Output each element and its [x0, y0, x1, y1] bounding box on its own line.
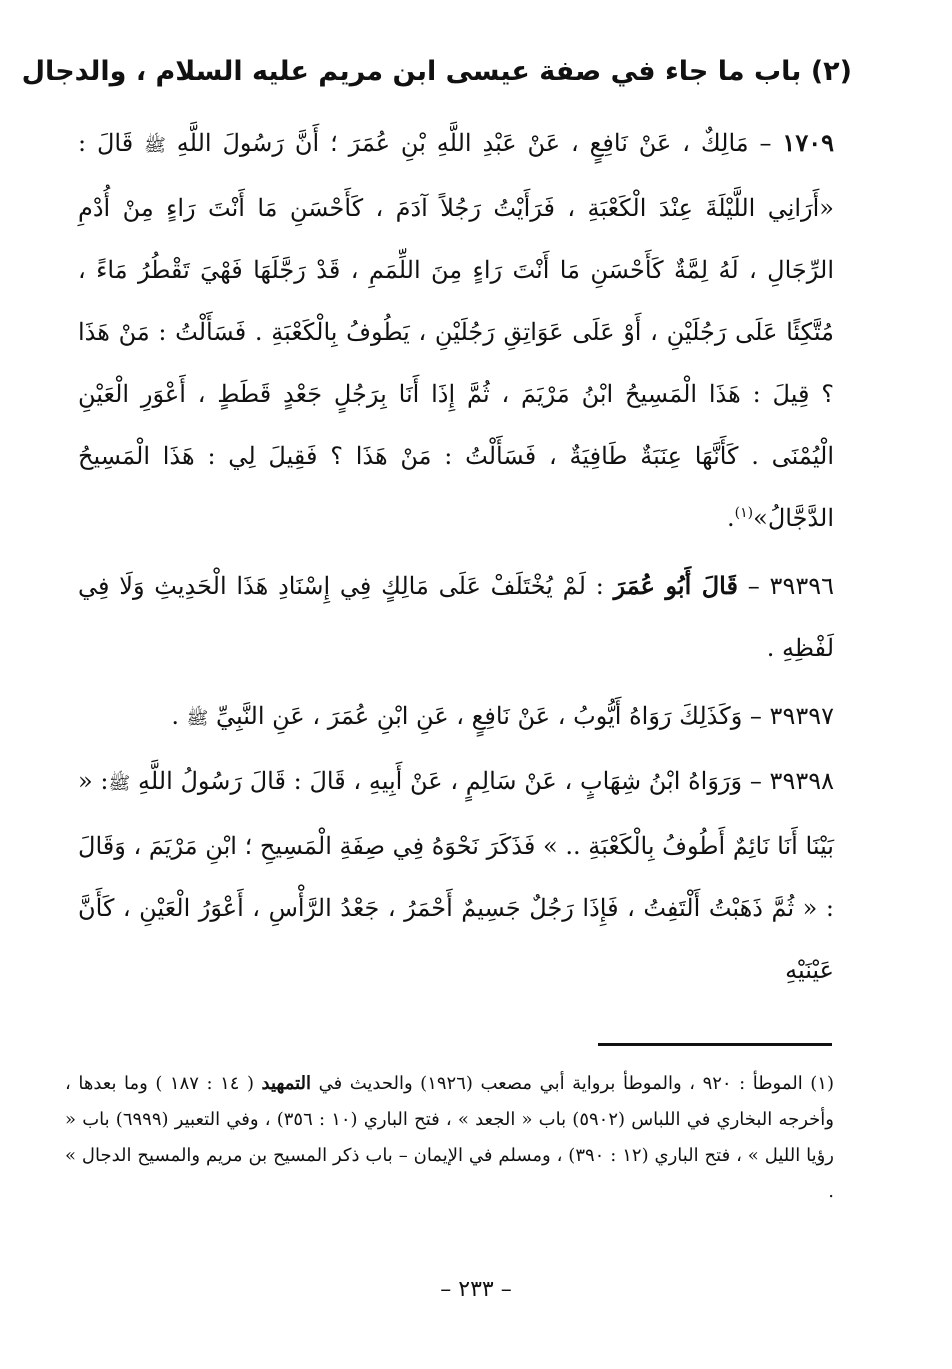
chapter-title: (٢) باب ما جاء في صفة عيسى ابن مريم عليه السلام ، والدجال [21, 56, 852, 87]
footnote-text-continued: ( ١٤ : ١٨٧ ) وما بعدها ، وأخرجه البخاري في اللباس (٥٩٠٢) باب « الجعد » ، فتح الباري (١٠ : ٣٥٦) ، وفي التعبير (٦٩٩٩) باب « رؤيا الليل » ، فتح الباري (١٢ : ٣٩٠) ، ومسلم في الإيمان – باب ذكر المسيح بن مريم والمسيح الدجال » . [65, 1073, 834, 1202]
hadith-text: – مَالِكٌ ، عَنْ نَافِعٍ ، عَنْ عَبْدِ اللَّهِ بْنِ عُمَرَ ؛ أَنَّ رَسُولَ اللَّهِ [165, 129, 783, 157]
salutation-glyph: ﷺ [108, 773, 131, 794]
main-text [78, 112, 834, 1001]
paragraph-end: . [171, 702, 187, 730]
hadith-end: . [727, 504, 735, 532]
paragraph-39396: ٣٩٣٩٦ – قَالَ أَبُو عُمَرَ : لَمْ يُخْتَلَفْ عَلَى مَالِكٍ فِي إِسْنَادِ هَذَا الْحَدِيثِ وَلَا فِي لَفْظِهِ . [78, 571, 834, 662]
paragraph-39397 [78, 685, 834, 750]
hadith-1709 [78, 112, 834, 549]
hadith-number: ١٧٠٩ [782, 128, 834, 157]
footnote-divider [598, 1043, 832, 1046]
salutation-glyph: ﷺ [186, 708, 209, 729]
footnote-bold-title: التمهيد [261, 1073, 312, 1094]
footnote [65, 1066, 834, 1210]
hadith-text-continued: قَالَ : «أَرَانِي اللَّيْلَةَ عِنْدَ الْكَعْبَةِ ، فَرَأَيْتُ رَجُلاً آدَمَ ، كَأَحْسَنِ مَا أَنْتَ رَاءٍ مِنْ أُدْمِ الرِّجَالِ ، لَهُ لِمَّةٌ كَأَحْسَنِ مَا أَنْتَ رَاءٍ مِنَ اللِّمَمِ ، قَدْ رَجَّلَهَا فَهْيَ تَقْطُرُ مَاءً ، مُتَّكِئًا عَلَى رَجُلَيْنِ ، أَوْ عَلَى عَوَاتِقِ رَجُلَيْنِ ، يَطُوفُ بِالْكَعْبَةِ . فَسَأَلْتُ : مَنْ هَذَا ؟ قِيلَ : هَذَا الْمَسِيحُ ابْنُ مَرْيَمَ ، ثُمَّ إِذَا أَنَا بِرَجُلٍ جَعْدٍ قَطَطٍ ، أَعْوَرِ الْعَيْنِ الْيُمْنَى . كَأَنَّهَا عِنَبَةٌ طَافِيَةٌ ، فَسَأَلْتُ : مَنْ هَذَا ؟ فَقِيلَ لِي : هَذَا الْمَسِيحُ الدَّجَّالُ» [78, 129, 834, 532]
page-number: – ٢٣٣ – [440, 1277, 512, 1302]
paragraph-number: ٣٩٣٩٧ [769, 702, 834, 730]
speaker-label: قَالَ أَبُو عُمَرَ [613, 571, 738, 600]
paragraph-39398 [78, 750, 834, 1001]
salutation-glyph: ﷺ [144, 135, 166, 156]
paragraph-text: – وَكَذَلِكَ رَوَاهُ أَيُّوبُ ، عَنْ نَافِعٍ ، عَنِ ابْنِ عُمَرَ ، عَنِ النَّبِيِّ [208, 702, 770, 730]
paragraph-number: ٣٩٣٩٦ [769, 572, 834, 600]
footnote-text: (١) الموطأ : ٩٢٠ ، والموطأ برواية أبي مصعب (١٩٢٦) والحديث في [311, 1073, 834, 1094]
paragraph-text-continued: : « بَيْنَا أَنَا نَائِمٌ أَطُوفُ بِالْكَعْبَةِ .. » فَذَكَرَ نَحْوَهُ فِي صِفَةِ الْمَسِيحِ ؛ ابْنِ مَرْيَمَ ، وَقَالَ : « ثُمَّ ذَهَبْتُ أَلْتَفِتُ ، فَإِذَا رَجُلٌ جَسِيمٌ أَحْمَرُ ، جَعْدُ الرَّأْسِ ، أَعْوَرُ الْعَيْنِ ، كَأَنَّ عَيْنَيْهِ [78, 767, 834, 984]
paragraph-number: ٣٩٣٩٨ [769, 767, 834, 795]
paragraph-text: – وَرَوَاهُ ابْنُ شِهَابٍ ، عَنْ سَالِمٍ ، عَنْ أَبِيهِ ، قَالَ : قَالَ رَسُولُ اللَّهِ [130, 767, 770, 795]
footnote-reference[interactable]: (١) [734, 505, 754, 521]
paragraph-text: : لَمْ يُخْتَلَفْ عَلَى مَالِكٍ فِي إِسْنَادِ هَذَا الْحَدِيثِ وَلَا فِي لَفْظِهِ . [78, 572, 834, 662]
